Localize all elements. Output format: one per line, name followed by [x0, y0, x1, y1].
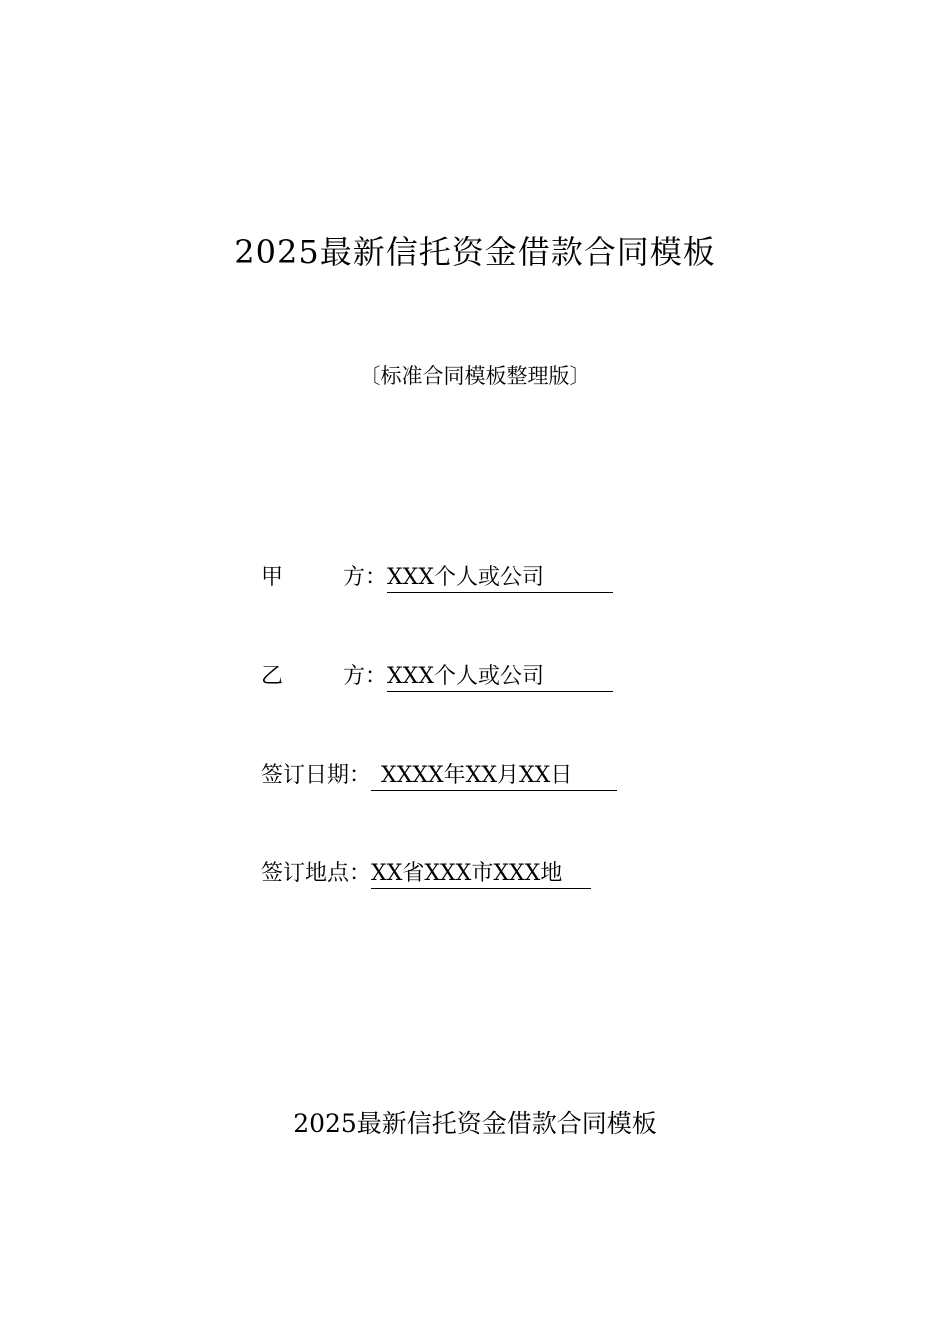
- party-b-label: [261, 662, 365, 692]
- signing-place-label: 签订地点: [261, 861, 350, 886]
- footer-title: 2025最新信托资金借款合同模板: [293, 1109, 657, 1138]
- party-a-value: XXX个人或公司: [387, 564, 613, 593]
- party-b-label-last: 方: [342, 664, 365, 689]
- signing-place-field: [261, 855, 591, 889]
- signing-date-label: 签订日期: [261, 763, 350, 788]
- party-a-label-first: 甲: [261, 565, 284, 590]
- signing-place-colon: ：: [349, 861, 372, 886]
- document-subtitle: 〔标准合同模板整理版〕: [359, 364, 591, 388]
- party-a-label-last: 方: [342, 565, 365, 590]
- party-b-label-first: 乙: [261, 664, 284, 689]
- party-b-colon: ：: [365, 664, 388, 689]
- signing-date-value: XXXX年XX月XX日: [371, 762, 617, 791]
- party-a-colon: ：: [365, 565, 388, 590]
- signing-date-colon: ：: [349, 763, 372, 788]
- signing-date-field: [261, 757, 617, 791]
- party-a-field: [261, 559, 613, 593]
- signing-place-value: XX省XXX市XXX地: [371, 860, 591, 889]
- party-b-field: [261, 658, 613, 692]
- party-b-value: XXX个人或公司: [387, 663, 613, 692]
- document-title: 2025最新信托资金借款合同模板: [234, 233, 716, 271]
- party-a-label: [261, 563, 365, 593]
